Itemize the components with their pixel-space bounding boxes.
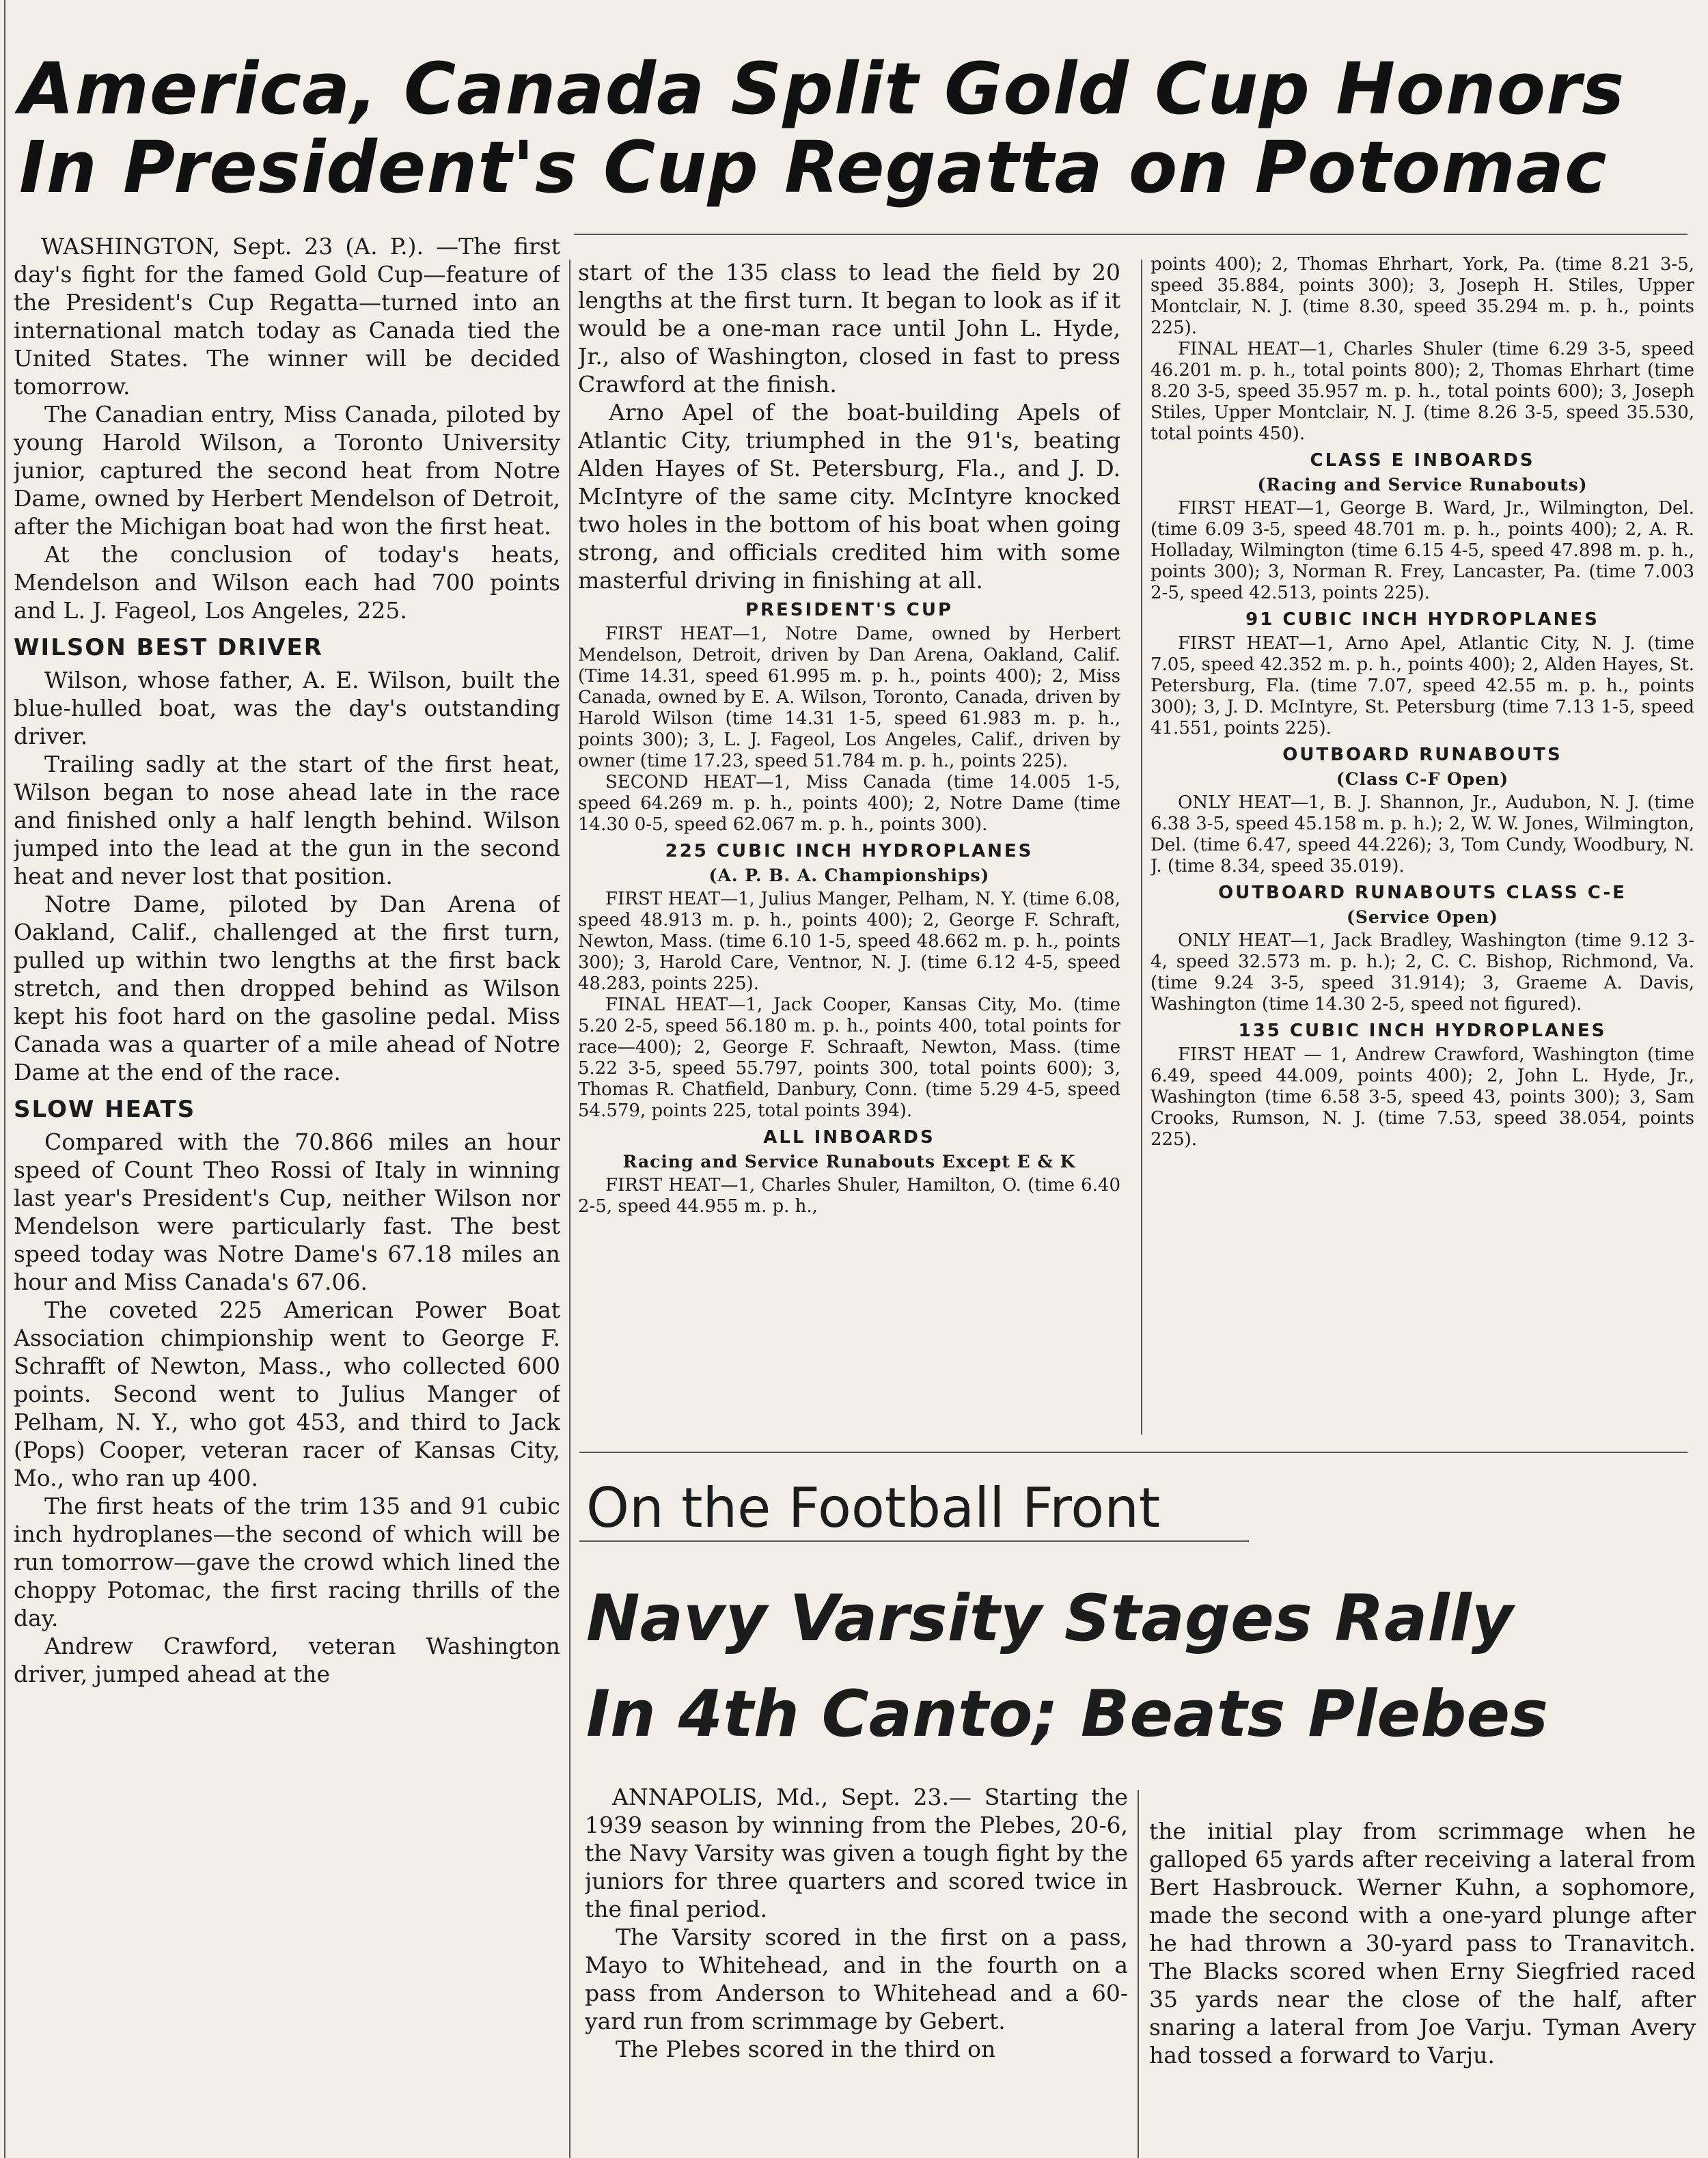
results-heading-all-inboards: ALL INBOARDS bbox=[763, 1127, 935, 1148]
paragraph: Wilson, whose father, A. E. Wilson, built the blue-hulled boat, was the day's outstanding driver. bbox=[14, 667, 560, 749]
subhead-slow-heats: SLOW HEATS bbox=[14, 1096, 196, 1123]
paragraph: At the conclusion of today's heats, Mendelson and Wilson each had 700 points and L. J. Fageol, Los Angeles, 225. bbox=[14, 541, 560, 624]
subhead-wilson: WILSON BEST DRIVER bbox=[14, 634, 323, 661]
results-heading-91: 91 CUBIC INCH HYDROPLANES bbox=[1245, 609, 1599, 630]
results-heading-outboard-cf: OUTBOARD RUNABOUTS bbox=[1282, 745, 1562, 765]
result-entry: points 400); 2, Thomas Ehrhart, York, Pa. (time 8.21 3-5, speed 35.884, points 300); 3, Joseph H. Stiles, Upper Montclair, N. J. (time 8.30, speed 35.294 m. p. h., points 225). bbox=[1151, 254, 1694, 338]
result-entry: FIRST HEAT — 1, Andrew Crawford, Washington (time 6.49, speed 44.009, points 400); 2, John L. Hyde, Jr., Washington (time 6.58 3-5, speed 43, points 300); 3, Sam Crooks, Rumson, N. J. (time 7.53, speed 38.054, points 225). bbox=[1151, 1045, 1694, 1150]
result-entry: SECOND HEAT—1, Miss Canada (time 14.005 1-5, speed 64.269 m. p. h., points 400); 2, Notre Dame (time 14.30 0-5, speed 62.067 m. p. h., points 300). bbox=[578, 772, 1120, 835]
result-entry: ONLY HEAT—1, B. J. Shannon, Jr., Audubon, N. J. (time 6.38 3-5, speed 45.158 m. p. h.); 2, W. W. Jones, Wilmington, Del. (time 6.47, speed 44.226); 3, Tom Cundy, Woodbury, N. J. (time 8.34, speed 35.019). bbox=[1151, 792, 1694, 876]
paragraph: start of the 135 class to lead the field by 20 lengths at the first turn. It began to look as if it would be a one-man race until John L. Hyde, Jr., also of Washington, closed in fast to press Crawford at the finish. bbox=[578, 259, 1120, 398]
paragraph: Compared with the 70.866 miles an hour speed of Count Theo Rossi of Italy in winning last year's President's Cup, neither Wilson nor Mendelson were particularly fast. The best speed today was Notre Dame's 67.18 miles an hour and Miss Canada's 67.06. bbox=[14, 1129, 560, 1295]
rule-above-football bbox=[579, 1452, 1688, 1453]
result-entry: ONLY HEAT—1, Jack Bradley, Washington (time 9.12 3-4, speed 32.573 m. p. h.); 2, C. C. Bishop, Richmond, Va. (time 9.24 3-5, speed 31.914); 3, Graeme A. Davis, Washington (time 14.30 2-5, speed not figured). bbox=[1151, 930, 1694, 1014]
left-page-edge bbox=[4, 0, 5, 2158]
paragraph: Notre Dame, piloted by Dan Arena of Oakland, Calif., challenged at the first turn, pulled up within two lengths at the first back stretch, and then dropped behind as Wilson kept his foot hard on the gasoline pedal. Miss Canada was a quarter of a mile ahead of Notre Dame at the end of the race. bbox=[14, 891, 560, 1085]
paragraph: WASHINGTON, Sept. 23 (A. P.). —The first day's fight for the famed Gold Cup—feature of the President's Cup Regatta—turned into an international match today as Canada tied the United States. The winner will be decided tomorrow. bbox=[14, 233, 560, 400]
result-entry: FIRST HEAT—1, Notre Dame, owned by Herbert Mendelson, Detroit, driven by Dan Arena, Oakland, Calif. (Time 14.31, speed 61.995 m. p. h., points 400); 2, Miss Canada, owned by E. A. Wilson, Toronto, Canada, driven by Harold Wilson (time 14.31 1-5, speed 61.983 m. p. h., points 300); 3, L. J. Fageol, Los Angeles, Calif., driven by owner (time 17.23, speed 51.784 m. p. h., points 225). bbox=[578, 624, 1120, 771]
results-heading-class-e: CLASS E INBOARDS bbox=[1310, 450, 1535, 471]
football-column-1 bbox=[585, 1783, 1128, 2158]
headline-line-2: In President's Cup Regatta on Potomac bbox=[19, 126, 1608, 209]
result-entry: FIRST HEAT—1, Charles Shuler, Hamilton, O. (time 6.40 2-5, speed 44.955 m. p. h., bbox=[578, 1175, 1120, 1217]
headline-line-1: America, Canada Split Gold Cup Honors bbox=[19, 47, 1625, 130]
result-entry: FIRST HEAT—1, Julius Manger, Pelham, N. Y. (time 6.08, speed 48.913 m. p. h., points 400); 2, George F. Schraft, Newton, Mass. (time 6.10 1-5, speed 48.662 m. p. h., points 300); 3, Harold Care, Ventnor, N. J. (time 6.12 4-5, speed 48.283, points 225). bbox=[578, 889, 1120, 994]
column-rule-1 bbox=[569, 260, 570, 2158]
paragraph: Andrew Crawford, veteran Washington driver, jumped ahead at the bbox=[14, 1633, 560, 1687]
paragraph: ANNAPOLIS, Md., Sept. 23.— Starting the 1939 season by winning from the Plebes, 20-6, the Navy Varsity was given a tough fight by the juniors for three quarters and scored twice in the final period. bbox=[585, 1784, 1128, 1922]
results-heading-225: 225 CUBIC INCH HYDROPLANES bbox=[665, 841, 1034, 861]
result-entry: FIRST HEAT—1, Arno Apel, Atlantic City, N. J. (time 7.05, speed 42.352 m. p. h., points 400); 2, Alden Hayes, St. Petersburg, Fla. (time 7.07, speed 42.55 m. p. h., points 300); 3, J. D. McIntyre, St. Petersburg (time 7.13 1-5, speed 41.551, points 225). bbox=[1151, 633, 1694, 738]
paragraph: The Varsity scored in the first on a pass, Mayo to Whitehead, and in the fourth on a pass from Anderson to Whitehead and a 60-yard run from scrimmage by Gebert. bbox=[585, 1924, 1128, 2034]
result-entry: FIRST HEAT—1, George B. Ward, Jr., Wilmington, Del. (time 6.09 3-5, speed 48.701 m. p. h., points 400); 2, A. R. Holladay, Wilmington (time 6.15 4-5, speed 47.898 m. p. h., points 300); 3, Norman R. Frey, Lancaster, Pa. (time 7.003 2-5, speed 42.513, points 225). bbox=[1151, 498, 1694, 603]
paragraph: The coveted 225 American Power Boat Association chimpionship went to George F. Schrafft of Newton, Mass., who collected 600 points. Second went to Julius Manger of Pelham, N. Y., who got 453, and third to Jack (Pops) Cooper, veteran racer of Kansas City, Mo., who ran up 400. bbox=[14, 1297, 560, 1491]
paragraph: Trailing sadly at the start of the first heat, Wilson began to nose ahead late in the race and finished only a half length behind. Wilson jumped into the lead at the gun in the second heat and never lost that position. bbox=[14, 751, 560, 889]
column-rule-2 bbox=[1141, 260, 1142, 1435]
paragraph: The first heats of the trim 135 and 91 cubic inch hydroplanes—the second of which will be run tomorrow—gave the crowd which lined the choppy Potomac, the first racing thrills of the day. bbox=[14, 1493, 560, 1631]
results-subheading-225: (A. P. B. A. Championships) bbox=[708, 866, 990, 885]
rule-under-headline bbox=[574, 234, 1688, 235]
result-entry: FINAL HEAT—1, Jack Cooper, Kansas City, Mo. (time 5.20 2-5, speed 56.180 m. p. h., points 400, total points for race—400); 2, George F. Schraaft, Newton, Mass. (time 5.22 3-5, speed 55.797, points 300, total points 600); 3, Thomas R. Chatfield, Danbury, Conn. (time 5.29 4-5, speed 54.579, points 225, total points 394). bbox=[578, 995, 1120, 1121]
results-subheading-outboard-cf: (Class C-F Open) bbox=[1336, 769, 1509, 789]
article-column-1 bbox=[14, 232, 560, 2158]
result-entry: FINAL HEAT—1, Charles Shuler (time 6.29 3-5, speed 46.201 m. p. h., total points 800); 2, Thomas Ehrhart (time 8.20 3-5, speed 35.957 m. p. h., total points 600); 3, Joseph Stiles, Upper Montclair, N. J. (time 8.26 3-5, speed 35.530, total points 450). bbox=[1151, 339, 1694, 444]
paragraph: the initial play from scrimmage when he galloped 65 yards after receiving a lateral from Bert Hasbrouck. Werner Kuhn, a sophomore, made the second with a one-yard plunge after he had thrown a 30-yard pass to Tranavitch. The Blacks scored when Erny Siegfried raced 35 yards near the close of the half, after snaring a lateral from Joe Varju. Tyman Avery had tossed a forward to Varju. bbox=[1149, 1818, 1696, 2069]
results-heading-135: 135 CUBIC INCH HYDROPLANES bbox=[1238, 1021, 1607, 1041]
results-subheading-outboard-ce: (Service Open) bbox=[1347, 907, 1498, 927]
football-column-2 bbox=[1149, 1817, 1696, 2158]
football-kicker: On the Football Front bbox=[586, 1476, 1161, 1540]
article-column-2 bbox=[578, 258, 1120, 1447]
results-heading-outboard-ce: OUTBOARD RUNABOUTS CLASS C-E bbox=[1218, 883, 1627, 903]
results-block-1 bbox=[578, 600, 1120, 1217]
football-headline-line-1: Navy Varsity Stages Rally bbox=[586, 1581, 1514, 1656]
paragraph: Arno Apel of the boat-building Apels of Atlantic City, triumphed in the 91's, beating Alden Hayes of St. Petersburg, Fla., and J. D. McIntyre of the same city. McIntyre knocked two holes in the bottom of his boat when going strong, and officials credited him with some masterful driving in finishing at all. bbox=[578, 399, 1120, 594]
column-rule-3 bbox=[1138, 1790, 1139, 2158]
paragraph: The Plebes scored in the third on bbox=[616, 2036, 996, 2062]
results-subheading-class-e: (Racing and Service Runabouts) bbox=[1257, 475, 1588, 495]
results-column-3 bbox=[1151, 254, 1694, 1443]
results-subheading-all-inboards: Racing and Service Runabouts Except E & K bbox=[622, 1152, 1076, 1172]
results-heading-presidents-cup: PRESIDENT'S CUP bbox=[745, 600, 954, 620]
paragraph: The Canadian entry, Miss Canada, piloted by young Harold Wilson, a Toronto University junior, captured the second heat from Notre Dame, owned by Herbert Mendelson of Detroit, after the Michigan boat had won the first heat. bbox=[14, 401, 560, 540]
football-headline-line-2: In 4th Canto; Beats Plebes bbox=[586, 1677, 1549, 1752]
